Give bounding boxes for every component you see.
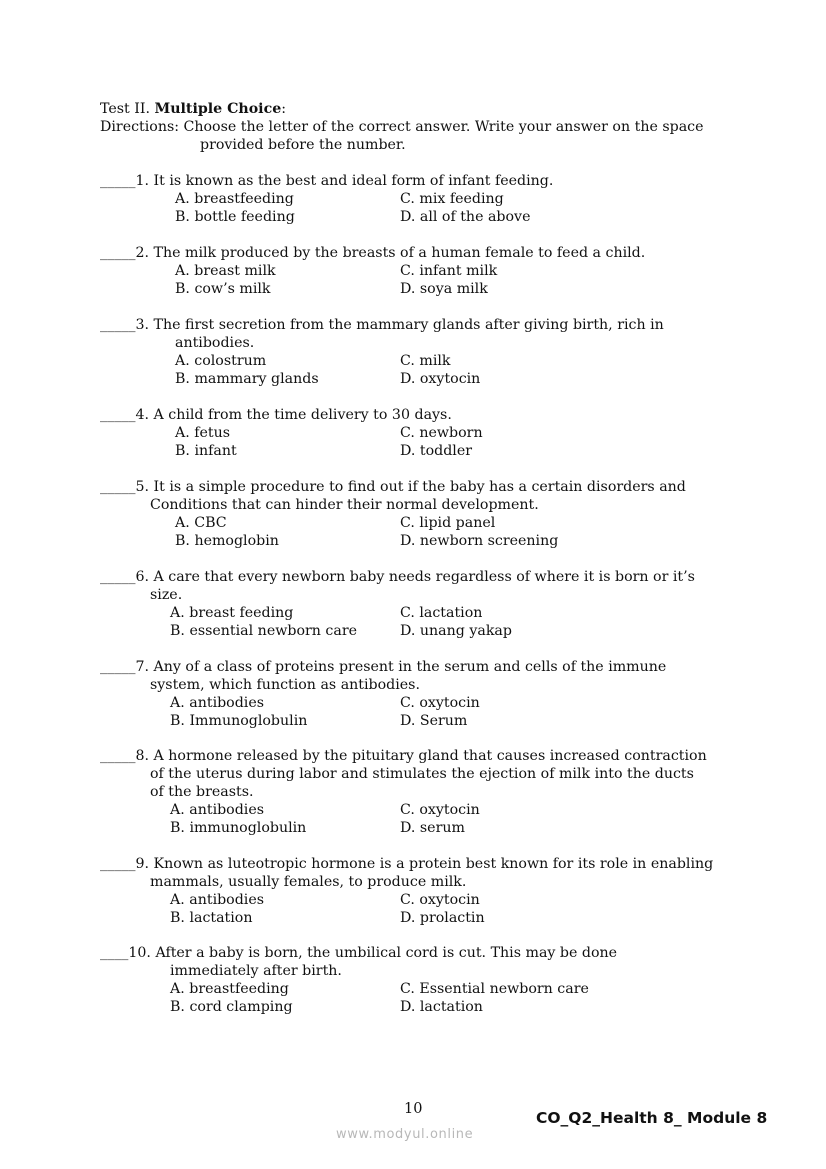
option-b: B. bottle feeding [175,209,295,225]
option-b: B. Immunoglobulin [170,713,308,729]
option-b: B. mammary glands [175,371,319,387]
option-c: C. oxytocin [400,695,480,711]
question-stem: _____3. The first secretion from the mammary glands after giving birth, rich in [100,317,664,333]
watermark: www.modyul.online [336,1127,474,1142]
option-d: D. lactation [400,999,483,1015]
question-stem: _____2. The milk produced by the breasts of a human female to feed a child. [100,245,646,261]
option-d: D. all of the above [400,209,531,225]
option-d: D. Serum [400,713,468,729]
question-stem: _____6. A care that every newborn baby needs regardless of where it is born or it’s [100,569,695,585]
option-a: A. breast feeding [170,605,294,621]
option-c: C. mix feeding [400,191,504,207]
option-a: A. breastfeeding [170,981,289,997]
option-b: B. infant [175,443,237,459]
option-d: D. prolactin [400,910,485,926]
option-b: B. essential newborn care [170,623,357,639]
option-b: B. cord clamping [170,999,293,1015]
option-c: C. lactation [400,605,483,621]
option-c: C. lipid panel [400,515,496,531]
question-stem-continued: immediately after birth. [170,963,342,979]
option-b: B. cow’s milk [175,281,271,297]
question-stem: _____9. Known as luteotropic hormone is a protein best known for its role in enabling [100,856,714,872]
question-stem: _____5. It is a simple procedure to find out if the baby has a certain disorders and [100,479,686,495]
option-d: D. serum [400,820,465,836]
option-a: A. fetus [175,425,231,441]
option-a: A. breastfeeding [175,191,294,207]
option-c: C. oxytocin [400,802,480,818]
option-c: C. Essential newborn care [400,981,589,997]
option-d: D. newborn screening [400,533,559,549]
option-a: A. antibodies [170,892,265,908]
module-code: CO_Q2_Health 8_ Module 8 [536,1109,768,1127]
option-d: D. toddler [400,443,473,459]
page-number: 10 [404,1101,423,1117]
option-c: C. infant milk [400,263,498,279]
option-d: D. oxytocin [400,371,481,387]
question-stem-continued: Conditions that can hinder their normal development. [150,497,539,513]
directions-line-1: Directions: Choose the letter of the correct answer. Write your answer on the space [100,119,704,135]
option-a: A. antibodies [170,695,265,711]
option-d: D. unang yakap [400,623,512,639]
question-stem-continued: of the uterus during labor and stimulates the ejection of milk into the ducts [150,766,694,782]
option-b: B. hemoglobin [175,533,279,549]
question-stem-continued: of the breasts. [150,784,254,800]
test-title: Multiple Choice [154,101,282,117]
test-label: Test II. [100,101,155,117]
option-a: A. antibodies [170,802,265,818]
question-stem: _____4. A child from the time delivery to 30 days. [100,407,452,423]
directions-line-2: provided before the number. [200,137,406,153]
option-b: B. immunoglobulin [170,820,307,836]
question-stem: _____8. A hormone released by the pituitary gland that causes increased contraction [100,748,707,764]
question-stem: _____7. Any of a class of proteins present in the serum and cells of the immune [100,659,667,675]
option-d: D. soya milk [400,281,488,297]
option-b: B. lactation [170,910,253,926]
question-stem-continued: mammals, usually females, to produce milk. [150,874,467,890]
question-stem-continued: size. [150,587,183,603]
test-heading [100,100,286,118]
test-colon: : [281,101,287,117]
option-a: A. CBC [175,515,227,531]
option-c: C. oxytocin [400,892,480,908]
question-stem: _____1. It is known as the best and ideal form of infant feeding. [100,173,554,189]
question-stem-continued: antibodies. [175,335,255,351]
option-a: A. breast milk [175,263,276,279]
option-c: C. newborn [400,425,483,441]
option-a: A. colostrum [175,353,267,369]
question-stem: ____10. After a baby is born, the umbilical cord is cut. This may be done [100,945,618,961]
question-stem-continued: system, which function as antibodies. [150,677,420,693]
option-c: C. milk [400,353,451,369]
